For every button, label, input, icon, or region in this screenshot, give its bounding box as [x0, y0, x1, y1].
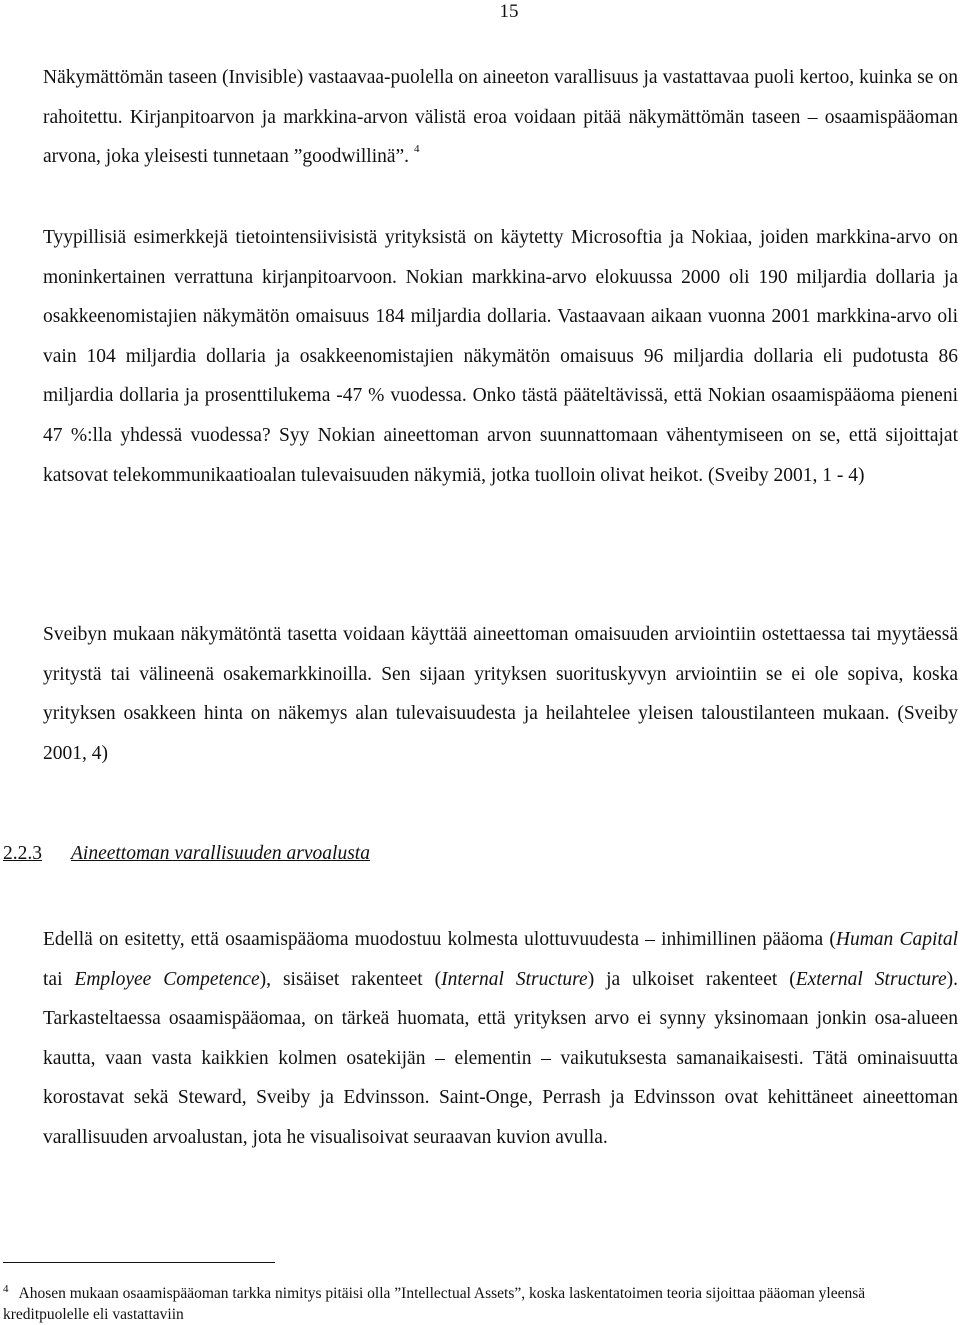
paragraph-invisible-balance [43, 58, 958, 177]
footnote [3, 1279, 943, 1325]
footnote-text: Ahosen mukaan osaamispääoman tarkka nimitys pitäisi olla ”Intellectual Assets”, koska laskentatoimen teoria sijoittaa pääoman yleensä kreditpuolelle eli vastattaviin [3, 1285, 866, 1323]
footnote-mark: 4 [3, 1283, 9, 1295]
paragraph-text: ) ja ulkoiset rakenteet ( [587, 968, 796, 990]
paragraph-text: tai [43, 968, 75, 990]
term-human-capital: Human Capital [835, 929, 958, 950]
paragraph-text: Sveibyn mukaan näkymätöntä tasetta voidaan käyttää aineettoman omaisuuden arviointiin ostettaessa tai myytäessä yritystä tai välineenä osakemarkkinoilla. Sen sijaan yrityksen suorituskyvyn arviointiin se ei ole sopiva, koska yrityksen osakkeen hinta on näkemys alan tulevaisuudesta ja heilahtelee yleisen taloustilanteen mukaan. (Sveiby 2001, 4) [43, 624, 958, 764]
term-employee-competence: Employee Competence [74, 968, 260, 990]
section-number: 2.2.3 [3, 843, 42, 864]
paragraph-text: Tyypillisiä esimerkkejä tietointensiivisistä yrityksistä on käytetty Microsoftia ja Nokiaa, joiden markkina-arvo on moninkertainen verrattuna kirjanpitoarvoon. Nokian markkina-arvo elokuussa 2000 oli 190 miljardia dollaria ja osakkeenomistajien näkymätön omaisuus 184 miljardia dollaria. Vastaavaan aikaan vuonna 2001 markkina-arvo oli vain 104 miljardia dollaria ja osakkeenomistajien näkymätön omaisuus 96 miljardia dollaria eli pudotusta 86 miljardia dollaria ja prosenttilukema -47 % vuodessa. Onko tästä pääteltävissä, että Nokian osaamispääoma pieneni 47 %:lla yhdessä vuodessa? Syy Nokian aineettoman arvon suunnattomaan vähentymiseen on se, että sijoittajat katsovat telekommunikaatioalan tulevaisuuden näkymiä, jotka tuolloin olivat heikot. (Sveiby 2001, 1 - 4) [43, 227, 958, 486]
paragraph-sveiby-assessment [43, 615, 958, 773]
paragraph-nokia-example [43, 218, 958, 495]
paragraph-text: Näkymättömän taseen (Invisible) vastaavaa-puolella on aineeton varallisuus ja vastattavaa puoli kertoo, kuinka se on rahoitettu. Kirjanpitoarvon ja markkina-arvon välistä eroa voidaan pitää näkymättömän taseen – osaamispääoman arvona, joka yleisesti tunnetaan ”goodwillinä”. [43, 67, 958, 168]
section-heading [3, 838, 903, 870]
term-external-structure: External Structure [795, 968, 947, 990]
paragraph-text: ), sisäiset rakenteet ( [259, 968, 442, 990]
paragraph-text: Edellä on esitetty, että osaamispääoma muodostuu kolmesta ulottuvuudesta – inhimillinen pääoma ( [43, 929, 836, 950]
section-title: Aineettoman varallisuuden arvoalusta [71, 843, 370, 864]
paragraph-intellectual-capital [43, 920, 958, 1158]
page-number: 15 [499, 1, 519, 22]
term-internal-structure: Internal Structure [441, 968, 588, 990]
footnote-reference: 4 [413, 143, 420, 156]
paragraph-text: ). Tarkasteltaessa osaamispääomaa, on tärkeä huomata, että yrityksen arvo ei synny yksinomaan jonkin osa-alueen kautta, vaan vasta kaikkien kolmen osatekijän – elementin – vaikutuksesta samanaikaisesti. Tätä ominaisuutta korostavat sekä Steward, Sveiby ja Edvinsson. Saint-Onge, Perrash ja Edvinsson ovat kehittäneet aineettoman varallisuuden arvoalustan, jota he visualisoivat seuraavan kuvion avulla. [43, 968, 959, 1148]
footnote-separator [3, 1262, 275, 1263]
